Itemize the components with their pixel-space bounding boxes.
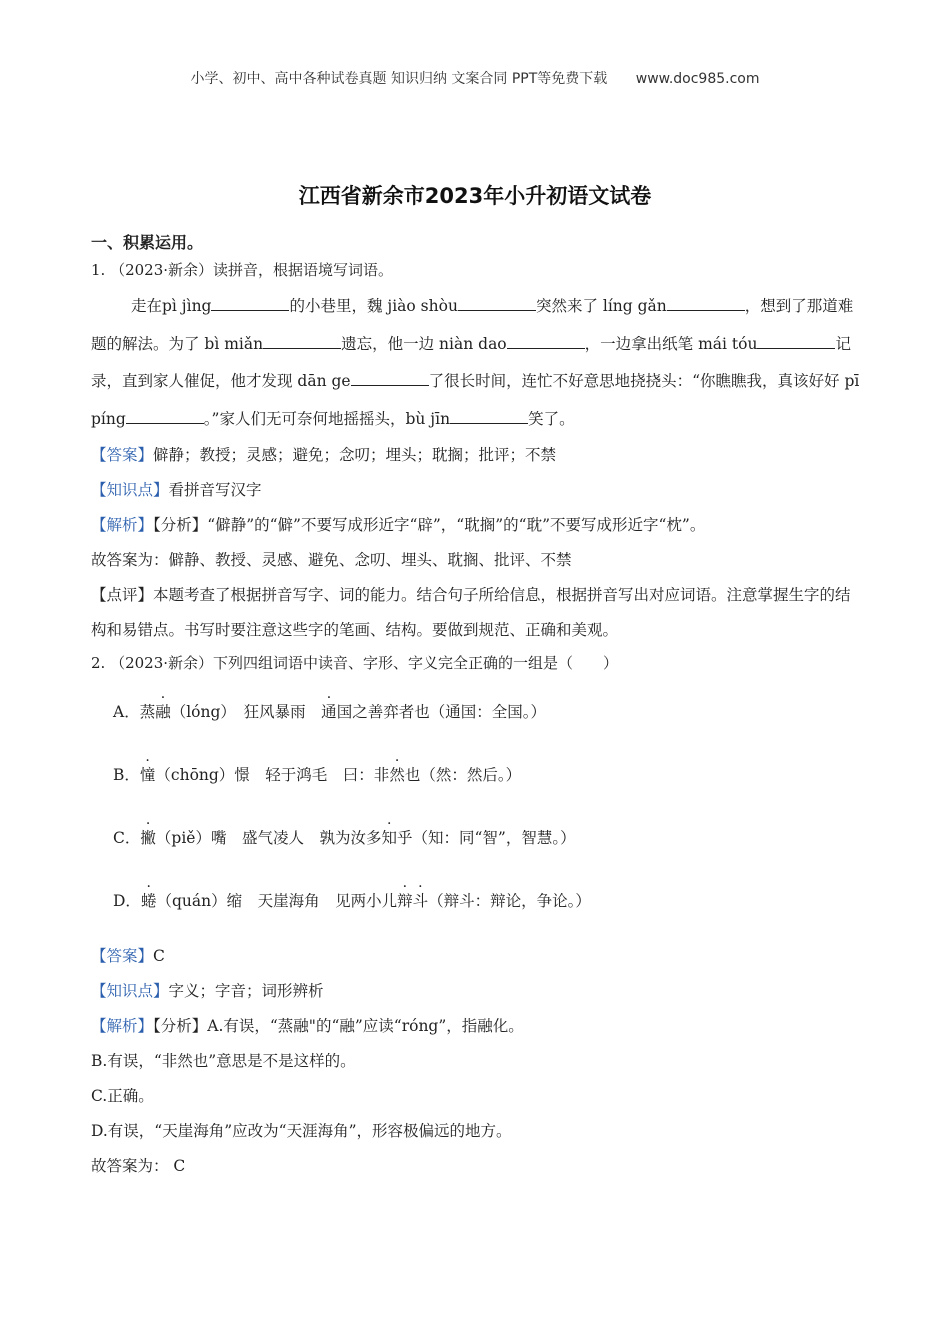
q1-knowledge-point: 【知识点】看拼音写汉字 (91, 481, 262, 499)
question-1-stem: 1. （2023·新余）读拼音，根据语境写词语。 (91, 261, 394, 279)
q1-conclusion: 故答案为：僻静、教授、灵感、避免、念叨、埋头、耽搁、批评、不禁 (91, 551, 572, 569)
section-heading: 一、积累运用。 (91, 233, 204, 252)
document-body (91, 230, 861, 1184)
answer-blank[interactable] (211, 296, 289, 311)
q2-analysis-d: D.有误，“天崖海角”应改为“天涯海角”，形容极偏远的地方。 (91, 1122, 512, 1140)
answer-blank[interactable] (126, 409, 204, 424)
answer-blank[interactable] (757, 334, 835, 349)
q2-analysis-b: B.有误，“非然也”意思是不是这样的。 (91, 1052, 356, 1070)
q1-answer: 【答案】僻静；教授；灵感；避免；念叨；埋头；耽搁；批评；不禁 (91, 446, 557, 464)
question-2-stem: 2. （2023·新余）下列四组词语中读音、字形、字义完全正确的一组是（ ） (91, 654, 619, 672)
answer-blank[interactable] (507, 334, 585, 349)
q2-analysis-c: C.正确。 (91, 1087, 154, 1105)
option-b[interactable]: B．· 憧（chōng）憬 轻于鸿毛 曰：非· 然也（然：然后。） (91, 744, 861, 807)
q1-comment: 【点评】本题考查了根据拼音写字、词的能力。结合句子所给信息，根据拼音写出对应词语。注意掌握生字的结构和易错点。书写时要注意这些字的笔画、结构。要做到规范、正确和美观。 (91, 586, 851, 639)
q2-analysis: 【解析】【分析】A.有误，“蒸融"的“融”应读“róng”，指融化。 (91, 1017, 524, 1035)
answer-blank[interactable] (667, 296, 745, 311)
answer-blank[interactable] (263, 334, 341, 349)
answer-blank[interactable] (458, 296, 536, 311)
q2-knowledge-point: 【知识点】字义；字音；词形辨析 (91, 982, 324, 1000)
question-1-passage: 走在pì jìng 的小巷里，魏 jiào shòu 突然来了 líng gǎn ，想到了那道难题的解法。为了 bì miǎn 遗忘，他一边 niàn dao ，一边拿出纸笔 mái tóu 记录，直到家人催促，他才发现 dān ge 了很长时间，连忙不好意思地挠挠头：“你瞧瞧我，真该好好 pī píng 。”家人们无可奈何地摇摇头，bù jīn 笑了。 (91, 297, 860, 428)
option-c[interactable]: C．· 撇（piě）嘴 盛气凌人 孰为汝多· 知乎（知：同“智”，智慧。） (91, 807, 861, 870)
answer-blank[interactable] (450, 409, 528, 424)
option-d[interactable]: D．· 蜷（quán）缩 天崖海角 见两小儿· 辩· 斗（辩斗：辩论，争论。） (91, 870, 861, 933)
header-text: 小学、初中、高中各种试卷真题 知识归纳 文案合同 PPT等免费下载 (190, 71, 608, 87)
answer-blank[interactable] (351, 371, 429, 386)
page-header (0, 68, 950, 88)
header-url[interactable]: www.doc985.com (635, 71, 760, 87)
q1-analysis: 【解析】【分析】“僻静”的“僻”不要写成形近字“辟”，“耽搁”的“耽”不要写成形近字“枕”。 (91, 516, 706, 534)
q2-answer: 【答案】C (91, 947, 165, 965)
option-a[interactable]: A．蒸· 融（lóng） 狂风暴雨 · 通国之善弈者也（通国：全国。） (91, 681, 861, 744)
q2-conclusion: 故答案为： C (91, 1157, 186, 1175)
page-title: 江西省新余市2023年小升初语文试卷 (298, 184, 652, 208)
